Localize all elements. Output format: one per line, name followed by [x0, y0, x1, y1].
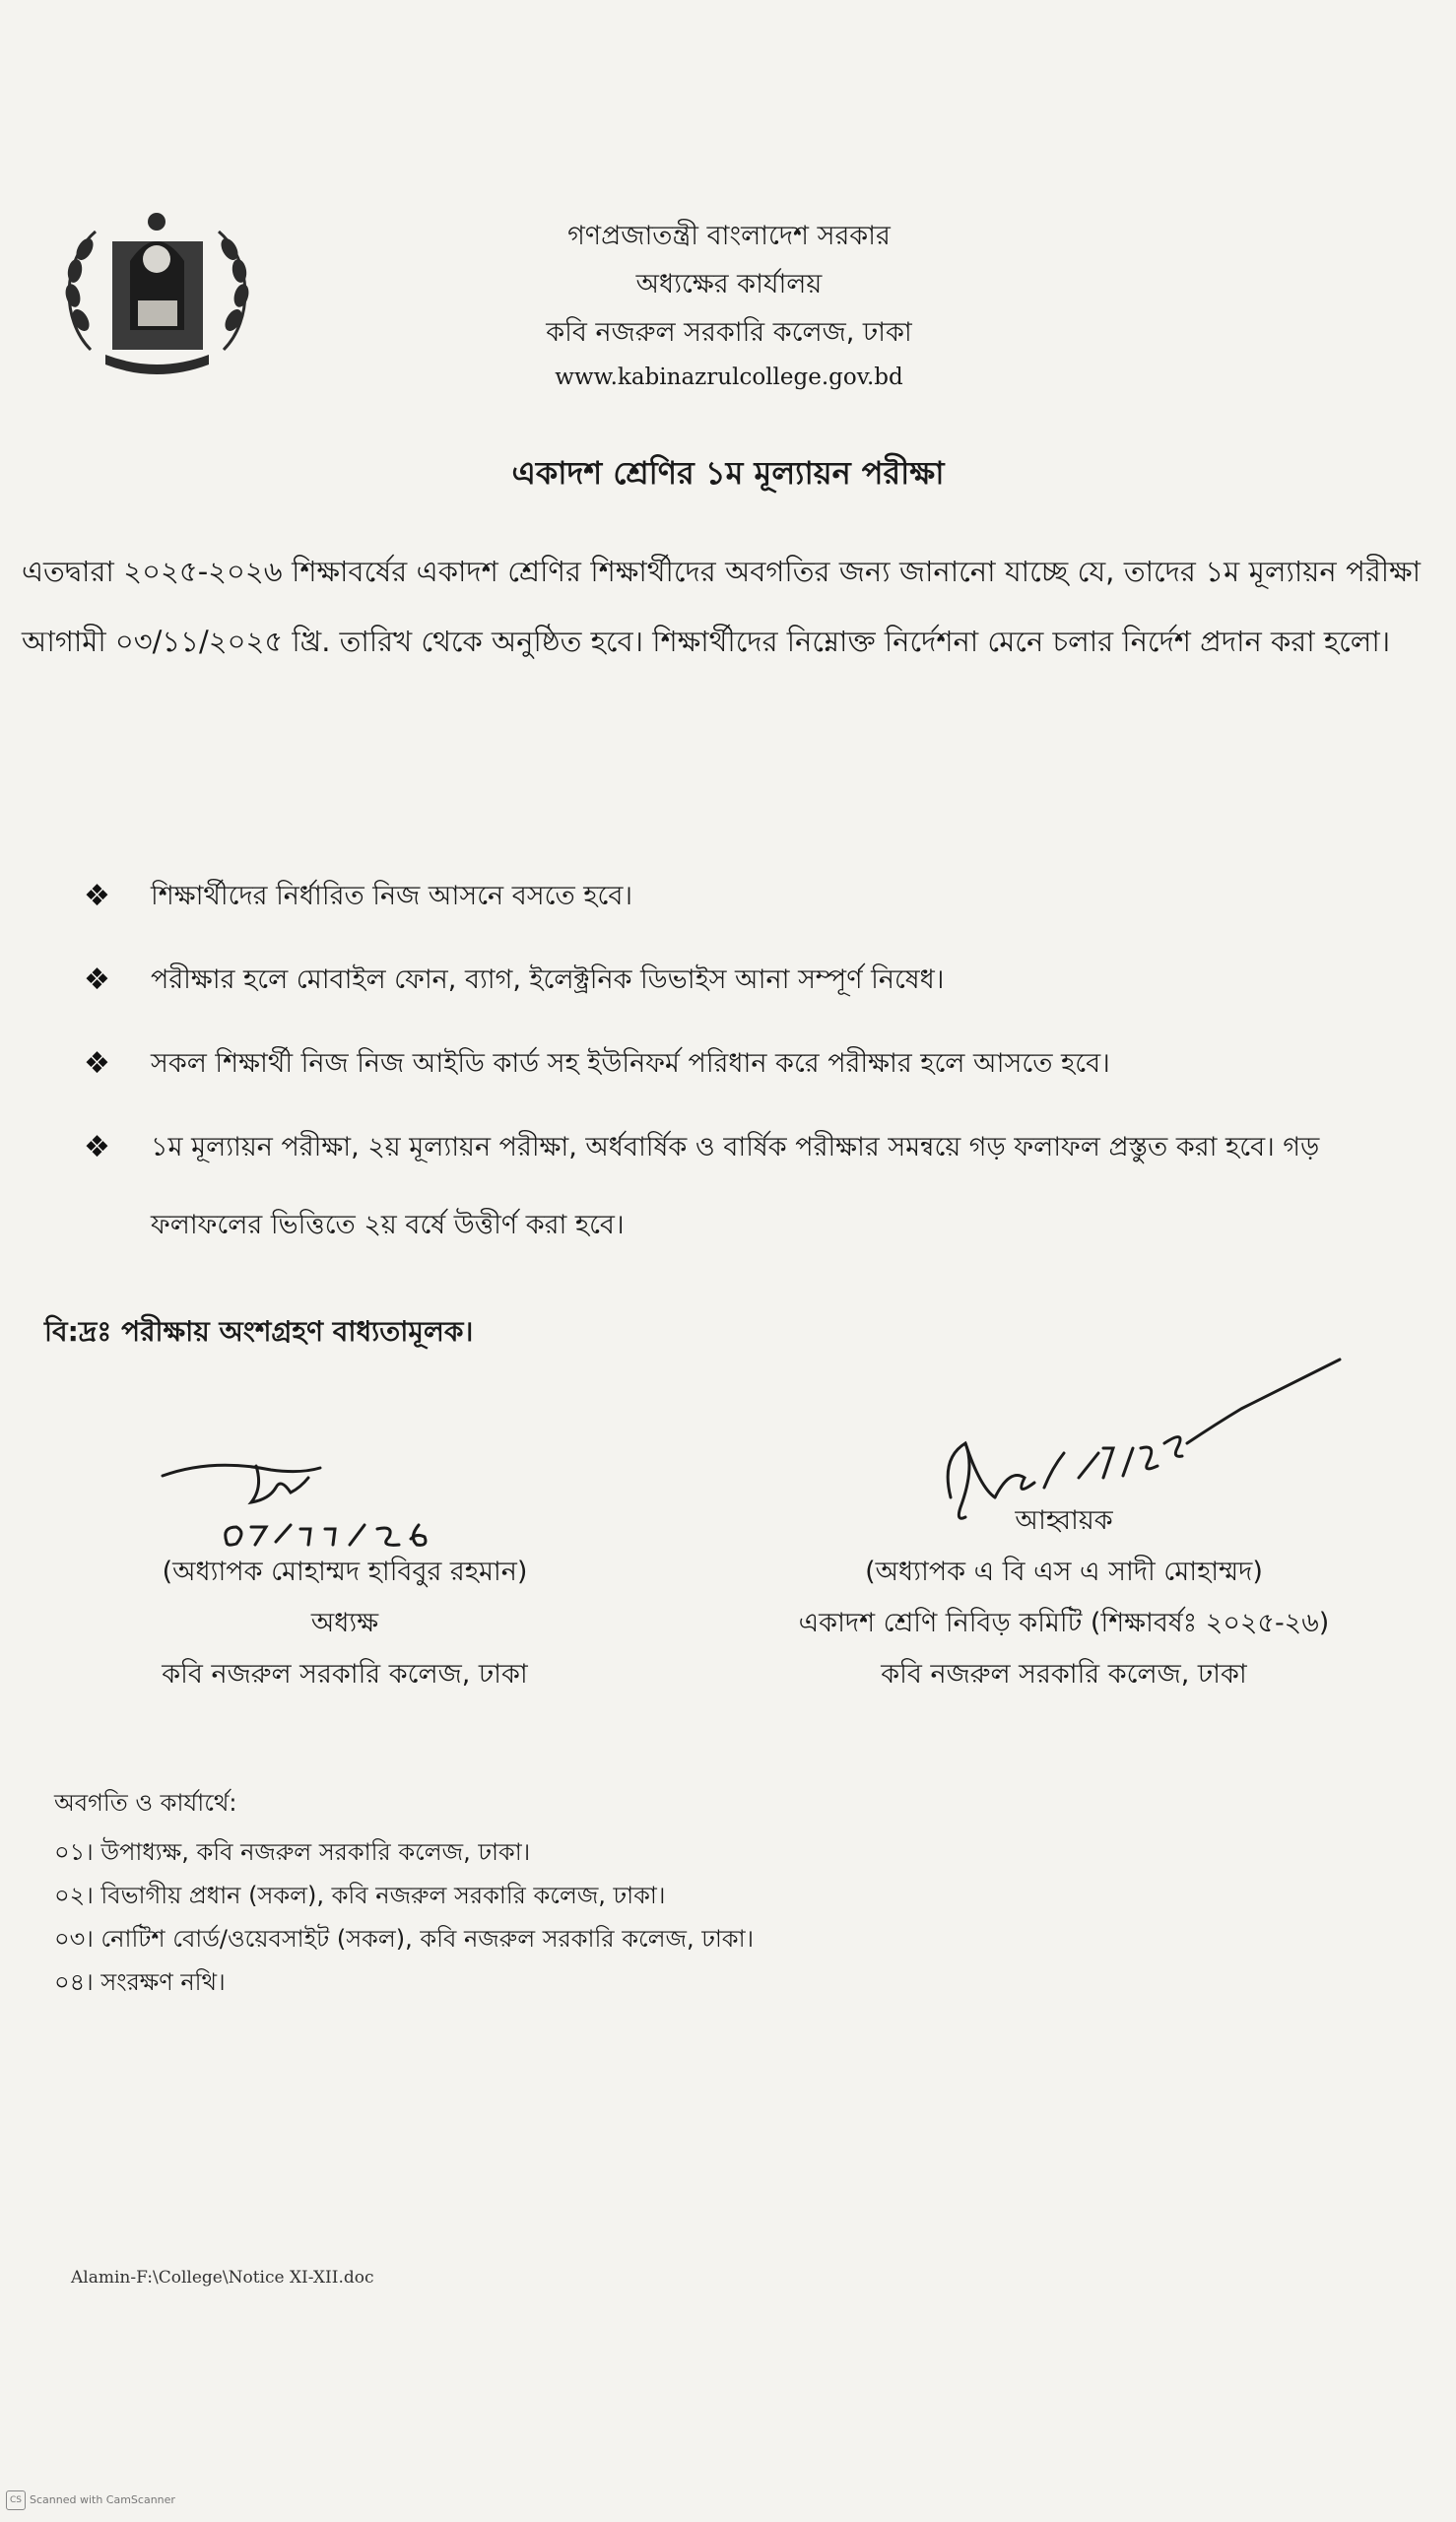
govt-name: গণপ্রজাতন্ত্রী বাংলাদেশ সরকার [567, 221, 891, 251]
instruction-text: শিক্ষার্থীদের নির্ধারিত নিজ আসনে বসতে হবে। [151, 881, 633, 911]
scanner-watermark [6, 2490, 175, 2510]
bullet-icon: ❖ [84, 1130, 110, 1164]
instruction-list [84, 857, 1384, 1270]
list-item [84, 941, 1384, 1019]
principal-signature [153, 1448, 478, 1557]
instruction-text: পরীক্ষার হলে মোবাইল ফোন, ব্যাগ, ইলেক্ট্রনিক ডিভাইস আনা সম্পূর্ণ নিষেধ। [151, 964, 945, 995]
note-text: বি:দ্রঃ পরীক্ষায় অংশগ্রহণ বাধ্যতামূলক। [44, 1315, 474, 1348]
principal-institution: কবি নজরুল সরকারি কলেজ, ঢাকা [162, 1659, 528, 1690]
bullet-icon: ❖ [84, 879, 110, 913]
list-item: ০৪। সংরক্ষণ নথি। [54, 1968, 226, 1996]
office-name: অধ্যক্ষের কার্যালয় [635, 269, 823, 299]
instruction-text: সকল শিক্ষার্থী নিজ নিজ আইডি কার্ড সহ ইউনিফর্ম পরিধান করে পরীক্ষার হলে আসতে হবে। [151, 1048, 1110, 1079]
distribution-heading: অবগতি ও কার্যার্থে: [54, 1789, 237, 1817]
convener-institution: কবি নজরুল সরকারি কলেজ, ঢাকা [881, 1659, 1247, 1690]
intro-paragraph: এতদ্বারা ২০২৫-২০২৬ শিক্ষাবর্ষের একাদশ শ্রেণির শিক্ষার্থীদের অবগতির জন্য জানানো যাচ্ছে যে, তাদের ১ম মূল্যায়ন পরীক্ষা আগামী ০৩/১১/২০২৫ খ্রি. তারিখ থেকে অনুষ্ঠিত হবে। শিক্ষার্থীদের নিম্নোক্ত নির্দেশনা মেনে চলার নির্দেশ প্রদান করা হলো। [22, 555, 1421, 658]
college-seal-logo [51, 202, 263, 384]
website-link[interactable]: www.kabinazrulcollege.gov.bd [555, 365, 903, 390]
convener-name: (অধ্যাপক এ বি এস এ সাদী মোহাম্মদ) [865, 1557, 1263, 1587]
list-item: ০১। উপাধ্যক্ষ, কবি নজরুল সরকারি কলেজ, ঢাকা। [54, 1838, 531, 1866]
file-path-footer: Alamin-F:\College\Notice XI-XII.doc [71, 2268, 374, 2288]
notice-title: একাদশ শ্রেণির ১ম মূল্যায়ন পরীক্ষা [511, 454, 945, 492]
principal-name: (অধ্যাপক মোহাম্মদ হাবিবুর রহমান) [162, 1557, 528, 1587]
list-item: ০২। বিভাগীয় প্রধান (সকল), কবি নজরুল সরকারি কলেজ, ঢাকা। [54, 1882, 666, 1909]
convener-role: আহ্বায়ক [1015, 1505, 1113, 1536]
principal-designation: অধ্যক্ষ [310, 1608, 379, 1638]
committee-name: একাদশ শ্রেণি নিবিড় কমিটি (শিক্ষাবর্ষঃ ২০২৫-২৬) [798, 1608, 1330, 1638]
letterhead [355, 212, 1103, 398]
list-item [84, 857, 1384, 935]
convener-signature-block [719, 1495, 1409, 1700]
distribution-list [54, 1781, 754, 2004]
list-item [84, 1108, 1384, 1264]
principal-signature-block [79, 1547, 611, 1700]
list-item: ০৩। নোটিশ বোর্ড/ওয়েবসাইট (সকল), কবি নজরুল সরকারি কলেজ, ঢাকা। [54, 1925, 755, 1953]
camscanner-icon: CS [6, 2490, 26, 2510]
instruction-text: ১ম মূল্যায়ন পরীক্ষা, ২য় মূল্যায়ন পরীক্ষা, অর্ধবার্ষিক ও বার্ষিক পরীক্ষার সমন্বয়ে গড় ফলাফল প্রস্তুত করা হবে। গড় ফলাফলের ভিত্তিতে ২য় বর্ষে উত্তীর্ণ করা হবে। [151, 1132, 1320, 1240]
bullet-icon: ❖ [84, 1046, 110, 1081]
scanner-text: Scanned with CamScanner [30, 2493, 175, 2506]
bullet-icon: ❖ [84, 962, 110, 997]
college-name: কবি নজরুল সরকারি কলেজ, ঢাকা [546, 317, 912, 348]
list-item [84, 1025, 1384, 1102]
